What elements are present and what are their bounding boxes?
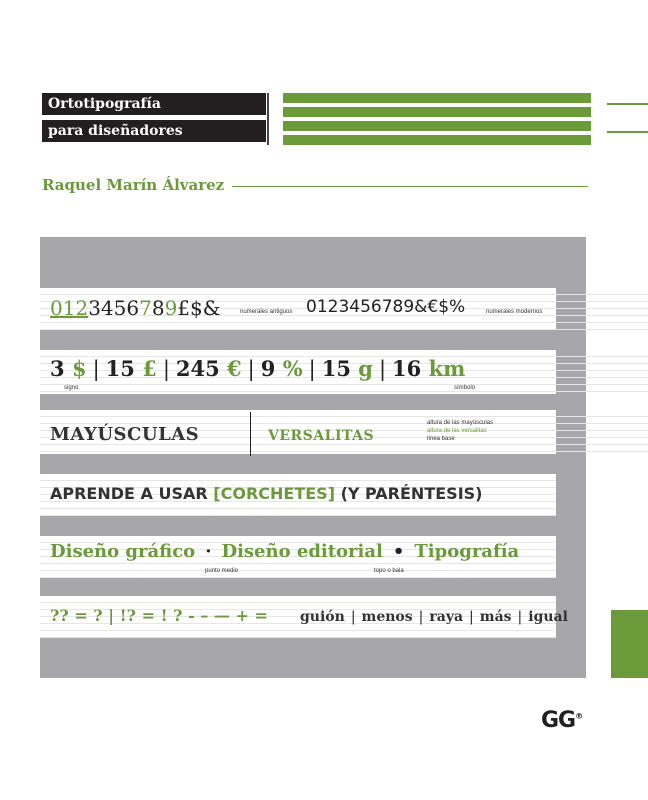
green-line-right-1 (607, 103, 648, 105)
label-modern: numerales modernos (486, 309, 543, 315)
green-line-right-2 (607, 131, 648, 133)
publisher-logo (541, 708, 582, 733)
bullet-word-2: Diseño editorial (221, 541, 383, 562)
green-bar-2 (283, 107, 591, 117)
label-simbolo: símbolo (454, 385, 476, 391)
signs-row: 3 $ | 15 £ | 245 € | 9 % | 15 g | 16 km (50, 356, 466, 381)
sign-sym-euro: € (227, 356, 242, 381)
sign-sym-gram: g (358, 356, 373, 381)
middle-dot: · (205, 541, 212, 562)
word-guion: guión (300, 609, 345, 625)
oldstyle-numerals (50, 296, 221, 320)
sign-sym-dollar: $ (71, 356, 87, 381)
header-divider (267, 93, 269, 145)
sign-num-4: 9 (260, 356, 276, 381)
word-raya: raya (429, 609, 464, 625)
oldstyle-seven: 7 (139, 296, 152, 320)
strip-caps (40, 410, 556, 454)
oldstyle-prefix: 012 (50, 296, 89, 320)
title-line-2: para diseñadores (42, 120, 266, 142)
brackets-line (50, 484, 482, 503)
bullets-line (50, 541, 519, 562)
dash-words: guión | menos | raya | más | igual (300, 609, 568, 625)
title-line-1: Ortotipografía (42, 93, 266, 115)
bullet-dot: • (392, 541, 405, 562)
sign-num-5: 15 (321, 356, 351, 381)
brackets-text-1: APRENDE A USAR (50, 484, 214, 503)
bullet-word-1: Diseño gráfico (50, 541, 196, 562)
oldstyle-nine: 9 (164, 296, 178, 320)
sign-num-2: 15 (105, 356, 135, 381)
smallcaps-word: VERSALITAS (268, 428, 375, 444)
word-menos: menos (361, 609, 413, 625)
right-ruled-lines-2 (556, 350, 648, 394)
right-ruled-lines-1 (556, 288, 648, 330)
label-signo: signo (64, 385, 79, 391)
note-cap-height: altura de las mayúsculas (427, 420, 494, 426)
brackets-text-3: (Y PARÉNTESIS) (335, 484, 483, 503)
dash-symbols: ?? = ? | !? = ! ? - – — + = (50, 606, 268, 625)
publisher-logo-text: GG (541, 708, 576, 733)
bullet-word-3: Tipografía (414, 541, 520, 562)
sign-num-3: 245 (175, 356, 220, 381)
green-bar-1 (283, 93, 591, 103)
sign-sym-percent: % (282, 356, 303, 381)
caps-divider (250, 412, 251, 456)
sign-num-1: 3 (50, 356, 65, 381)
strip-numerals (40, 288, 556, 330)
brackets-text-2: [CORCHETES] (213, 484, 335, 503)
sign-num-6: 16 (392, 356, 422, 381)
registered-mark: ® (575, 711, 583, 721)
green-bar-4 (283, 135, 591, 145)
sign-sym-km: km (428, 356, 466, 381)
green-bar-3 (283, 121, 591, 131)
sign-sym-pound: £ (142, 356, 157, 381)
oldstyle-eight: 8 (151, 296, 165, 320)
label-oldstyle: numerales antiguos (240, 309, 293, 315)
author-name: Raquel Marín Álvarez (42, 176, 225, 194)
strip-dashes (40, 596, 568, 638)
oldstyle-symbols: £$& (177, 296, 221, 320)
strip-bullets (40, 536, 556, 578)
modern-numerals: 0123456789&€$% (306, 297, 466, 317)
word-mas: más (479, 609, 512, 625)
strip-brackets (40, 474, 556, 516)
oldstyle-digits: 3456 (88, 296, 140, 320)
label-punto-medio: punto medio (205, 568, 239, 574)
note-baseline: línea base (427, 436, 455, 442)
right-ruled-lines-3 (556, 410, 648, 454)
label-topo-bala: topo o bala (374, 568, 404, 574)
caps-word: MAYÚSCULAS (50, 424, 200, 445)
word-igual: igual (528, 609, 568, 625)
green-block-right (611, 610, 648, 678)
note-smallcap-height: altura de las versalitas (427, 428, 487, 434)
author-rule (232, 186, 588, 187)
strip-signs (40, 350, 556, 394)
